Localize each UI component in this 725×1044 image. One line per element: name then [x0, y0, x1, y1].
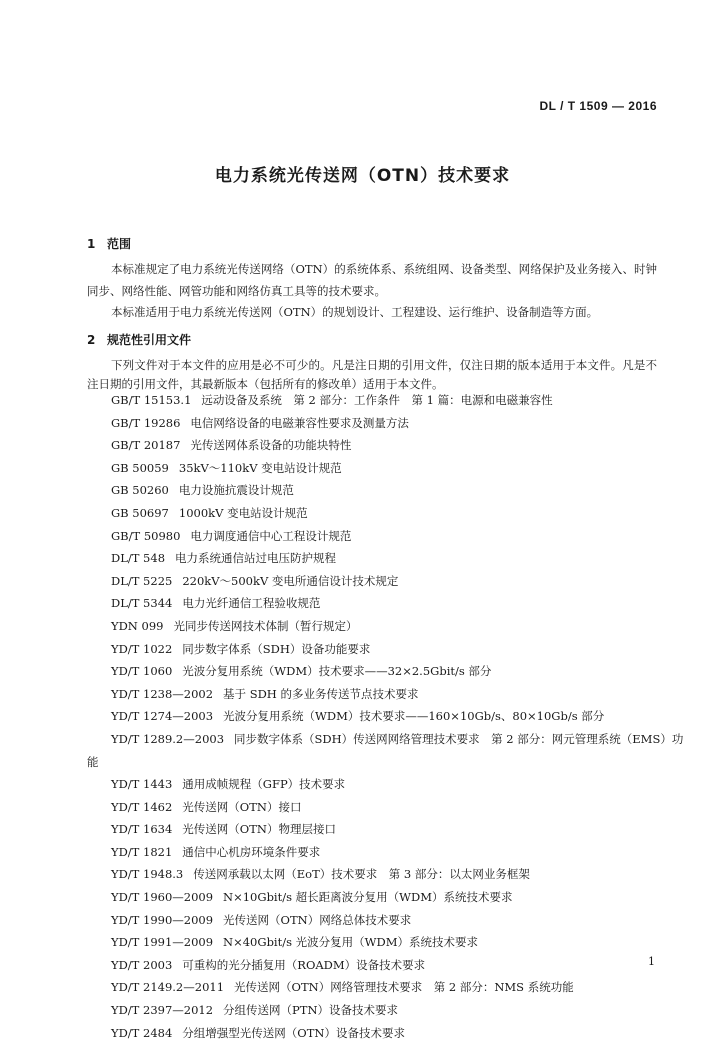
reference-code: YD/T 2149.2—2011	[111, 980, 225, 995]
reference-title: 分组传送网（PTN）设备技术要求	[223, 1003, 399, 1018]
reference-code: GB/T 50980	[111, 528, 181, 543]
reference-item	[87, 683, 687, 706]
reference-item	[87, 592, 687, 615]
reference-title: 电信网络设备的电磁兼容性要求及测量方法	[190, 415, 409, 430]
reference-item	[87, 999, 687, 1022]
reference-title: 通用成帧规程（GFP）技术要求	[182, 777, 346, 792]
reference-title: 220kV～500kV 变电所通信设计技术规定	[182, 573, 399, 588]
section-2-paragraph-1: 下列文件对于本文件的应用是必不可少的。凡是注日期的引用文件，仅注日期的版本适用于本文件。凡是不注日期的引用文件，其最新版本（包括所有的修改单）适用于本文件。	[87, 358, 657, 391]
reference-item	[87, 841, 687, 864]
reference-title: 35kV～110kV 变电站设计规范	[178, 460, 342, 475]
reference-code: YD/T 1960—2009	[111, 890, 214, 905]
reference-code: YD/T 1022	[111, 641, 173, 656]
reference-code: GB 50260	[111, 483, 169, 498]
reference-code: YD/T 2484	[111, 1025, 173, 1040]
reference-item	[87, 976, 687, 999]
reference-title: 同步数字体系（SDH）传送网网络管理技术要求 第 2 部分：网元管理系统（EMS）功能	[87, 731, 684, 769]
reference-title: 光波分复用系统（WDM）技术要求——32×2.5Gbit/s 部分	[182, 664, 492, 679]
reference-code: YD/T 1443	[111, 777, 173, 792]
reference-item	[87, 705, 687, 728]
reference-item	[87, 773, 687, 796]
reference-code: DL/T 548	[111, 551, 166, 566]
reference-item	[87, 728, 687, 773]
reference-item	[87, 886, 687, 909]
reference-item	[87, 457, 687, 480]
reference-title: 可重构的光分插复用（ROADM）设备技术要求	[182, 957, 426, 972]
reference-title: 光同步传送网技术体制（暂行规定）	[173, 618, 358, 633]
reference-title: 通信中心机房环境条件要求	[182, 844, 321, 859]
reference-title: 远动设备及系统 第 2 部分：工作条件 第 1 篇：电源和电磁兼容性	[201, 393, 553, 407]
page-number: 1	[648, 955, 655, 968]
document-title: 电力系统光传送网（OTN）技术要求	[214, 166, 511, 186]
reference-title: 电力系统通信站过电压防护规程	[175, 551, 337, 566]
reference-title: 传送网承载以太网（EoT）技术要求 第 3 部分：以太网业务框架	[193, 867, 530, 882]
reference-code: DL/T 5344	[111, 596, 173, 611]
section-1-paragraph-2: 本标准适用于电力系统光传送网（OTN）的规划设计、工程建设、运行维护、设备制造等方面。	[111, 305, 599, 319]
reference-code: YD/T 2397—2012	[111, 1003, 214, 1018]
reference-item	[87, 615, 687, 638]
reference-code: GB/T 15153.1	[111, 393, 192, 407]
reference-title: 光传送网（OTN）物理层接口	[182, 822, 336, 837]
reference-item	[87, 660, 687, 683]
normative-references-list	[87, 389, 687, 1044]
reference-code: DL/T 5225	[111, 573, 173, 588]
reference-item	[87, 796, 687, 819]
reference-item	[87, 389, 687, 412]
reference-title: 电力光纤通信工程验收规范	[182, 596, 321, 611]
paragraph-text: 本标准规定了电力系统光传送网络（OTN）的系统体系、系统组网、设备类型、网络保护及业务接入、时钟同步、网络性能、网管功能和网络仿真工具等的技术要求。	[87, 262, 657, 298]
reference-title: 1000kV 变电站设计规范	[178, 505, 308, 520]
reference-title: 光传送网（OTN）网络管理技术要求 第 2 部分：NMS 系统功能	[234, 980, 574, 995]
reference-code: GB/T 19286	[111, 415, 181, 430]
section-number: 1	[87, 237, 96, 251]
reference-code: YD/T 1991—2009	[111, 935, 214, 950]
reference-title: 分组增强型光传送网（OTN）设备技术要求	[182, 1025, 405, 1040]
reference-code: GB 50059	[111, 460, 169, 475]
reference-code: YD/T 1060	[111, 664, 173, 679]
reference-item	[87, 434, 687, 457]
reference-title: 基于 SDH 的多业务传送节点技术要求	[223, 686, 419, 701]
reference-item	[87, 412, 687, 435]
reference-item	[87, 547, 687, 570]
reference-code: YDN 099	[111, 618, 164, 633]
reference-title: 光传送网（OTN）接口	[182, 799, 302, 814]
section-title: 规范性引用文件	[107, 333, 192, 347]
reference-title: 电力调度通信中心工程设计规范	[190, 528, 352, 543]
reference-title: 光波分复用系统（WDM）技术要求——160×10Gb/s、80×10Gb/s 部分	[223, 709, 605, 724]
reference-code: YD/T 1990—2009	[111, 912, 214, 927]
reference-item	[87, 479, 687, 502]
reference-item	[87, 1022, 687, 1044]
reference-title: N×10Gbit/s 超长距离波分复用（WDM）系统技术要求	[223, 890, 513, 905]
reference-item	[87, 525, 687, 548]
reference-item	[87, 818, 687, 841]
section-1-heading	[87, 235, 131, 252]
reference-code: GB/T 20187	[111, 438, 181, 453]
reference-title: 光传送网体系设备的功能块特性	[190, 438, 352, 453]
reference-code: YD/T 1274—2003	[111, 709, 214, 724]
reference-title: 电力设施抗震设计规范	[178, 483, 294, 498]
standard-code: DL / T 1509 — 2016	[539, 99, 657, 113]
reference-item	[87, 570, 687, 593]
reference-code: YD/T 1462	[111, 799, 173, 814]
reference-code: YD/T 2003	[111, 957, 173, 972]
section-2-heading	[87, 331, 191, 348]
reference-item	[87, 863, 687, 886]
reference-code: YD/T 1289.2—2003	[111, 731, 225, 746]
reference-code: YD/T 1821	[111, 844, 173, 859]
reference-item	[87, 909, 687, 932]
reference-title: 同步数字体系（SDH）设备功能要求	[182, 641, 371, 656]
reference-item	[87, 931, 687, 954]
reference-item	[87, 502, 687, 525]
reference-title: N×40Gbit/s 光波分复用（WDM）系统技术要求	[223, 935, 478, 950]
section-title: 范围	[107, 237, 132, 251]
reference-item	[87, 954, 687, 977]
reference-item	[87, 638, 687, 661]
reference-code: YD/T 1238—2002	[111, 686, 214, 701]
reference-code: YD/T 1948.3	[111, 867, 184, 882]
section-1-paragraph-1	[87, 259, 657, 302]
reference-title: 光传送网（OTN）网络总体技术要求	[223, 912, 412, 927]
reference-code: GB 50697	[111, 505, 169, 520]
section-number: 2	[87, 333, 96, 347]
reference-code: YD/T 1634	[111, 822, 173, 837]
